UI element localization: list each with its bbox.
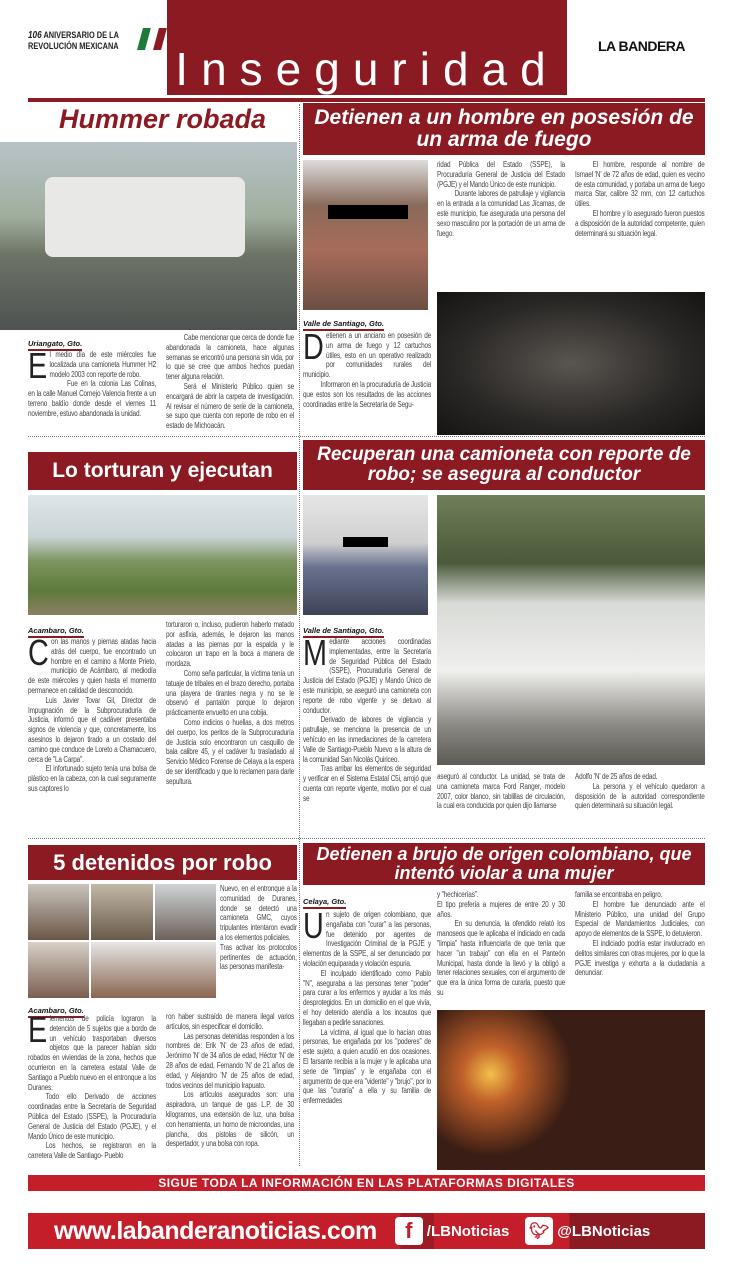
header-rule [28,98,705,102]
facebook-icon[interactable]: f [395,1217,423,1245]
paragraph: El infortunado sujeto tenía una bolsa de plástico en la cabeza, con la cual seguramente sus captores lo [28,764,156,793]
paragraph: Adolfo 'N' de 25 años de edad. [575,772,658,781]
mugshot-photo [91,884,152,940]
paragraph: Como indicios o huellas, a dos metros del cuerpo, los peritos de la Subprocuraduría de Justicia solo encontraron un casquillo de bala calibre 45, y el cadáver fu trasladado al Servicio Médico Forense de Celaya a la espera de ser identificado y que lo reclamen para darle sepultura. [166,717,294,786]
paragraph: La persona y el vehículo quedaron a disposición de la autoridad correspondiente quien determinará su situación legal. [575,781,705,811]
paragraph: Tras arribar los elementos de seguridad y verificar en el Sistema Estatal C5i, arrojó que cuenta con reporte vigente, motivo por el cual se [303,764,431,803]
drop-cap: D [303,326,324,367]
article-column [303,326,431,409]
digital-platforms-banner: SIGUE TODA LA INFORMACIÓN EN LAS PLATAFORMAS DIGITALES [28,1175,705,1191]
paragraph: Los artículos asegurados son: una aspiradora, un tanque de gas L.P. de 30 kilogramos, una extensión de luz, una bolsa con herramienta, un horno de microondas, una plancha, dos pistolas de silicón, un despertador, y una bolsa con ropa. [166,1090,294,1149]
paragraph: Nuevo, en el entronque a la comunidad de Duranes, donde se detectó una camioneta GMC, cuyos tripulantes intentaron evadir a los elementos policiales. [220,884,297,942]
article-column [437,772,565,811]
paragraph: Todo ello Derivado de acciones coordinadas entre la Secretaría de Seguridad Pública del Estado (SSPE), la Procuraduría General de Justicia del Estado (PGJE), y el Mando Único de este municipio. [28,1092,156,1141]
headline-camioneta: Recuperan una camioneta con reporte de robo; se asegura al conductor [303,440,705,490]
paragraph: ediante acciones coordinadas implementadas, entre la Secretaría de Seguridad Pública del Estado (SSPE), Procuraduría General de Justicia del Estado (PGJE) y Mando Único de este municipio, se aseguró una camioneta con reporte de robo vigente y se detuvo al conductor. [303,637,431,715]
censor-bar [343,537,388,547]
crime-scene-photo [28,495,297,615]
paragraph: l medio día de este miércoles fue localizada una camioneta Hummer H2 modelo 2003 con reporte de robo. [49,350,157,379]
dateline-text: Valle de Santiago, Gto. [303,319,384,331]
paragraph: lementos de policía lograron la detención de 5 sujetos que a bordo de un vehículo trasportaban diversos objetos que la parecer habían sido robados en viviendas de la zona, hechos que ocurrieron en la carretera estatal Valle de Santiago a Pueblo nuevo en el entronque a los Duranes. [28,1014,157,1092]
paragraph: Derivado de labores de vigilancia y patrullaje, se menciona la presencia de un vehículo en las inmediaciones de la carretera Valle de Santiago-Pueblo Nuevo a la altura de la comunidad San Nicolás Quiriceo. [303,715,431,764]
suspect-photo [303,495,428,615]
paragraph: familia se encontraba en peligro. [575,890,663,899]
row-divider [28,838,705,839]
article-column [166,620,294,787]
paragraph: En su denuncia, la ofendido relató los manoseos que le aplicaba el indiciado en cada "limpia" hasta influenciarla de que tenía que hacer "un trabajo" con ella en el Panteón Municipal, hasta donde la llevó y la obligó a tener relaciones sexuales, con el argumento de que era la única forma de curarla, puesto que su [437,919,565,997]
headline-detenidos: 5 detenidos por robo [28,845,297,880]
hummer-photo [0,142,297,330]
paragraph: Durante labores de patrullaje y vigilancia en la entrada a la comunidad Las Jícamas, de este municipio, fue asegurada una persona del sexo masculino por la portación de un arma de fuego. [437,189,565,238]
anniversary-number: 106 [28,30,42,41]
website-link[interactable]: www.labanderanoticias.com [54,1216,377,1245]
anniversary-line1: ANIVERSARIO DE LA [43,30,119,40]
article-column [575,160,705,238]
paragraph: torturaron o, incluso, pudieron haberlo matado por asfixia, además, le dejaron las manos atadas a las piernas por la espalda y le colocaron un trapo en la boca a manera de mordaza. [166,620,294,669]
drop-cap: E [28,1009,48,1050]
paragraph: Las personas detenidas responden a los nombres de: Erik 'N' de 23 años de edad, Jerónimo 'N' de 34 años de edad, Héctor 'N' de 28 años de edad, Fernando 'N' de 21 años de edad, y Alejandro 'N' de 25 años de edad, todos vecinos del municipio Irapuato. [166,1031,294,1090]
censor-bar [328,205,408,219]
article-column [437,890,565,998]
altar-photo [437,1010,705,1170]
paragraph: Será el Ministerio Público quien se encargará de abrir la carpeta de investigación. Al revisar el número de serie de la camioneta, se supo que cuenta con reporte de robo en el estado de Michoacán. [166,381,294,431]
paragraph: on las manos y piernas atadas hacia atrás del cuerpo, fue encontrado un hombre en el camino a Monte Prieto, municipio de Acámbaro, al mediodía de este miércoles y quien hasta el momento permanece en calidad de desconocido. [28,637,156,695]
twitter-icon[interactable]: 🐦︎ [525,1217,553,1245]
dateline-text: Celaya, Gto. [303,897,346,909]
paragraph: El hombre y lo asegurado fueron puestos a disposición de la autoridad competente, quien determinará su situación legal. [575,208,705,238]
article-column [575,772,705,811]
article-column [303,905,431,1106]
pickup-truck-photo [437,495,705,765]
drop-cap: M [303,632,327,673]
dateline-text: Valle de Santiago, Gto. [303,626,384,638]
paragraph: n sujeto de origen colombiano, que engañaba con "curar" a las personas, fue detenido por agentes de Investigación Criminal de la PGJE y elementos de la SSPE, al ser denunciado por violación equiparada y violación espuria. [303,910,431,968]
dateline-text: Uriangato, Gto. [28,339,82,351]
article-column [575,890,705,978]
headline-tortura: Lo torturan y ejecutan [28,452,297,490]
dateline-text: Acambaro, Gto. [28,1006,84,1018]
paragraph: El tipo prefería a mujeres de entre 20 y 30 años. [437,899,565,919]
paragraph: Fue en la colonia Las Colinas, en la calle Manuel Cornejo Valencia frente a un terreno baldío donde desde el viernes 11 noviembre, estuvo abandonada la unidad. [28,379,156,418]
paragraph: Tras activar los protocolos pertinentes de actuación, las personas manifesta- [220,942,297,972]
paragraph: El inculpado identificado como Pablo "N", aseguraba a las personas tener "poder" para curar a los enfermos y ayudar a los más desprotegidos. En un domicilio en el que vivía, el hoy detenido atendía a los incautos que llegaban a pedirle sanaciones. [303,968,431,1027]
mugshot-photo [28,884,89,940]
facebook-handle[interactable]: /LBNoticias [426,1222,510,1240]
article-column [166,333,294,431]
article-column [166,1012,294,1149]
vehicle-shape [45,177,245,257]
article-column [28,632,156,794]
flag-icon [137,28,167,50]
paragraph: Luis Javier Tovar Gil, Director de Impugnación de la Subprocuraduría de Justicia, informó que el cadáver presentaba signos de violencia y que, concretamente, los asesinos lo dejaron tirado a un costado del camino que conduce de Loreto a Chamacuero, cerca de "La Carpa". [28,695,156,764]
paragraph: ridad Pública del Estado (SSPE), la Procuraduría General de Justicia del Estado (PGJE) y el Mando Único de este municipio. [437,160,565,189]
mugshot-photo [28,942,89,998]
row-divider [28,436,705,437]
contact-banner [28,1213,705,1249]
paragraph: Los hechos, se registraron en la carretera Valle de Santiago- Pueblo [28,1141,156,1161]
article-column [28,345,157,419]
section-title: Inseguridad [175,43,559,95]
twitter-handle[interactable]: @LBNoticias [557,1222,651,1240]
drop-cap: U [303,905,324,946]
paragraph: aseguró al conductor. La unidad, se trata de una camioneta marca Ford Ranger, modelo 2007, color blanco, sin tablillas de circulación, la cual era conducida por quien dijo llamarse [437,772,565,811]
mugshot-photo [91,942,216,998]
mugshot-photo [155,884,216,940]
headline-hummer: Hummer robada [58,104,267,134]
article-column [220,884,297,972]
headline-arma: Detienen a un hombre en posesión de un arma de fuego [303,103,705,155]
article-column [437,160,565,238]
paragraph: Como seña particular, la víctima tenía un tatuaje de tribales en el brazo derecho, portaba una playera de tirantes negra y no se le observó el pantalón porque lo dejaron prácticamente envuelto en una cobija. [166,668,294,718]
suspect-photo [303,160,428,310]
newspaper-logo: LA BANDERA [598,38,686,54]
paragraph: Informaron en la procuraduría de Justicia que estos son los resultados de las acciones coordinadas entre la Secretaría de Segu- [303,379,431,409]
mugshots-grid [28,884,216,998]
article-column [303,632,431,804]
headline-brujo: Detienen a brujo de origen colombiano, que intentó violar a una mujer [303,843,705,885]
paragraph: La víctima, al igual que lo hacían otras personas, fue engañada por los "poderes" de este sujeto, a quien acudió en dos ocasiones. El farsante recibía a la mujer y le aplicaba una serie de "limpias" y le engañaba con el argumento de que era "vidente" y "brujo", por lo que las "curaría" a ella y su familia de enfermedades [303,1027,431,1106]
weapon-photo [437,292,705,435]
anniversary-label [28,30,119,51]
paragraph: y "hechicerías". [437,890,479,899]
paragraph: El indiciado podría estar involucrado en delitos similares con otras mujeres, por lo que la PGJE investiga y exhorta a la ciudadanía a denunciar. [575,938,705,978]
drop-cap: E [28,345,48,386]
paragraph: El hombre fue denunciado ante el Ministerio Público, una unidad del Grupo Especial de Mandamientos Judiciales, con apoyo de elementos de la SSPE, lo detuvieron. [575,899,705,939]
anniversary-line2: REVOLUCIÓN MEXICANA [28,41,119,51]
column-divider [299,104,300,1166]
paragraph: Cabe mencionar que cerca de donde fue abandonada la camioneta, hace algunas semanas se encontró una persona sin vida, por lo que se cree que ambos hechos puedan tener alguna relación. [166,333,294,382]
dateline-text: Acambaro, Gto. [28,626,84,638]
paragraph: El hombre, responde al nombre de Ismael 'N' de 72 años de edad, quien es vecino de esta comunidad, y portaba un arma de fuego marca Star, calibre 32 mm, con 12 cartuchos útiles. [575,160,705,209]
drop-cap: C [28,632,49,673]
paragraph: ron haber sustraído de manera ilegal varios artículos, sin especificar el domicilio. [166,1012,294,1031]
paragraph: etienen a un anciano en posesión de un arma de fuego y 12 cartuchos útiles, esto en un operativo realizado por comunidades rurales del municipio. [303,331,431,380]
